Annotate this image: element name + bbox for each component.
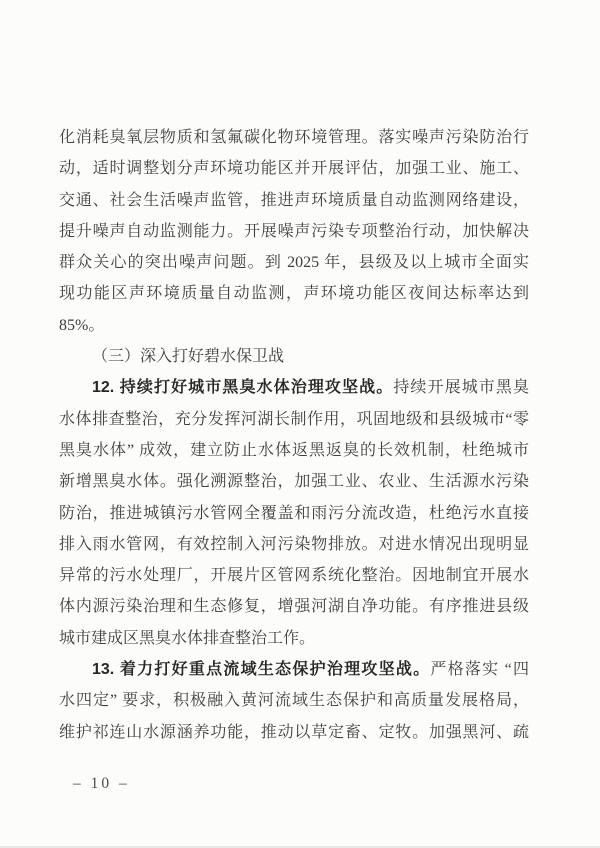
text-line (59, 153, 529, 184)
line-text: 水四定” 要求，积极融入黄河流域生态保护和高质量发展格局， (59, 692, 529, 710)
text-line (59, 435, 529, 466)
line-text: 体内源污染治理和生态修复，增强河湖自净功能。有序推进县级 (59, 598, 529, 616)
text-line (59, 216, 529, 247)
text-line (59, 498, 529, 529)
line-text: 严格落实 “四 (430, 661, 529, 679)
line-text: 动，适时调整划分声环境功能区并开展评估，加强工业、施工、 (59, 160, 529, 178)
section-heading (59, 341, 529, 372)
text-line (59, 122, 529, 153)
line-text: 水体排查整治，充分发挥河湖长制作用，巩固地级和县级城市“零 (59, 410, 529, 428)
line-text: 85%。 (59, 316, 105, 334)
text-line (59, 685, 529, 716)
text-line (59, 529, 529, 560)
line-text: 群众关心的突出噪声问题。到 2025 年，县级及以上城市全面实 (59, 254, 529, 272)
text-line (59, 310, 529, 341)
line-text: 城市建成区黑臭水体排查整治工作。 (59, 629, 316, 647)
line-text: 提升噪声自动监测能力。开展噪声污染专项整治行动，加快解决 (59, 222, 529, 240)
page-number: – 10 – (73, 775, 130, 792)
text-line (59, 591, 529, 622)
line-text: 异常的污水处理厂，开展片区管网系统化整治。因地制宜开展水 (59, 567, 529, 585)
line-text: 新增黑臭水体。强化溯源整治，加强工业、农业、生活源水污染 (59, 473, 529, 491)
text-block (59, 122, 529, 748)
item-number-title: 13. 着力打好重点流域生态保护治理攻坚战。 (92, 661, 431, 679)
text-line (59, 372, 529, 403)
section-heading-text: （三）深入打好碧水保卫战 (92, 348, 285, 366)
text-line (59, 560, 529, 591)
text-line (59, 717, 529, 748)
item-number-title: 12. 持续打好城市黑臭水体治理攻坚战。 (92, 379, 394, 397)
text-line (59, 623, 529, 654)
line-text: 交通、社会生活噪声监管，推进声环境质量自动监测网络建设， (59, 191, 529, 209)
line-text: 排入雨水管网，有效控制入河污染物排放。对进水情况出现明显 (59, 535, 529, 553)
line-text: 维护祁连山水源涵养功能，推动以草定畜、定牧。加强黑河、疏 (59, 723, 529, 741)
line-text: 现功能区声环境质量自动监测，声环境功能区夜间达标率达到 (59, 285, 529, 303)
line-text: 防治，推进城镇污水管网全覆盖和雨污分流改造，杜绝污水直接 (59, 504, 529, 522)
text-line (59, 185, 529, 216)
text-line (59, 654, 529, 685)
line-text: 黑臭水体” 成效，建立防止水体返黑返臭的长效机制，杜绝城市 (59, 441, 529, 459)
text-line (59, 247, 529, 278)
text-line (59, 278, 529, 309)
text-line (59, 466, 529, 497)
line-text: 持续开展城市黑臭 (393, 379, 529, 397)
text-line (59, 404, 529, 435)
line-text: 化消耗臭氧层物质和氢氟碳化物环境管理。落实噪声污染防治行 (59, 129, 529, 146)
